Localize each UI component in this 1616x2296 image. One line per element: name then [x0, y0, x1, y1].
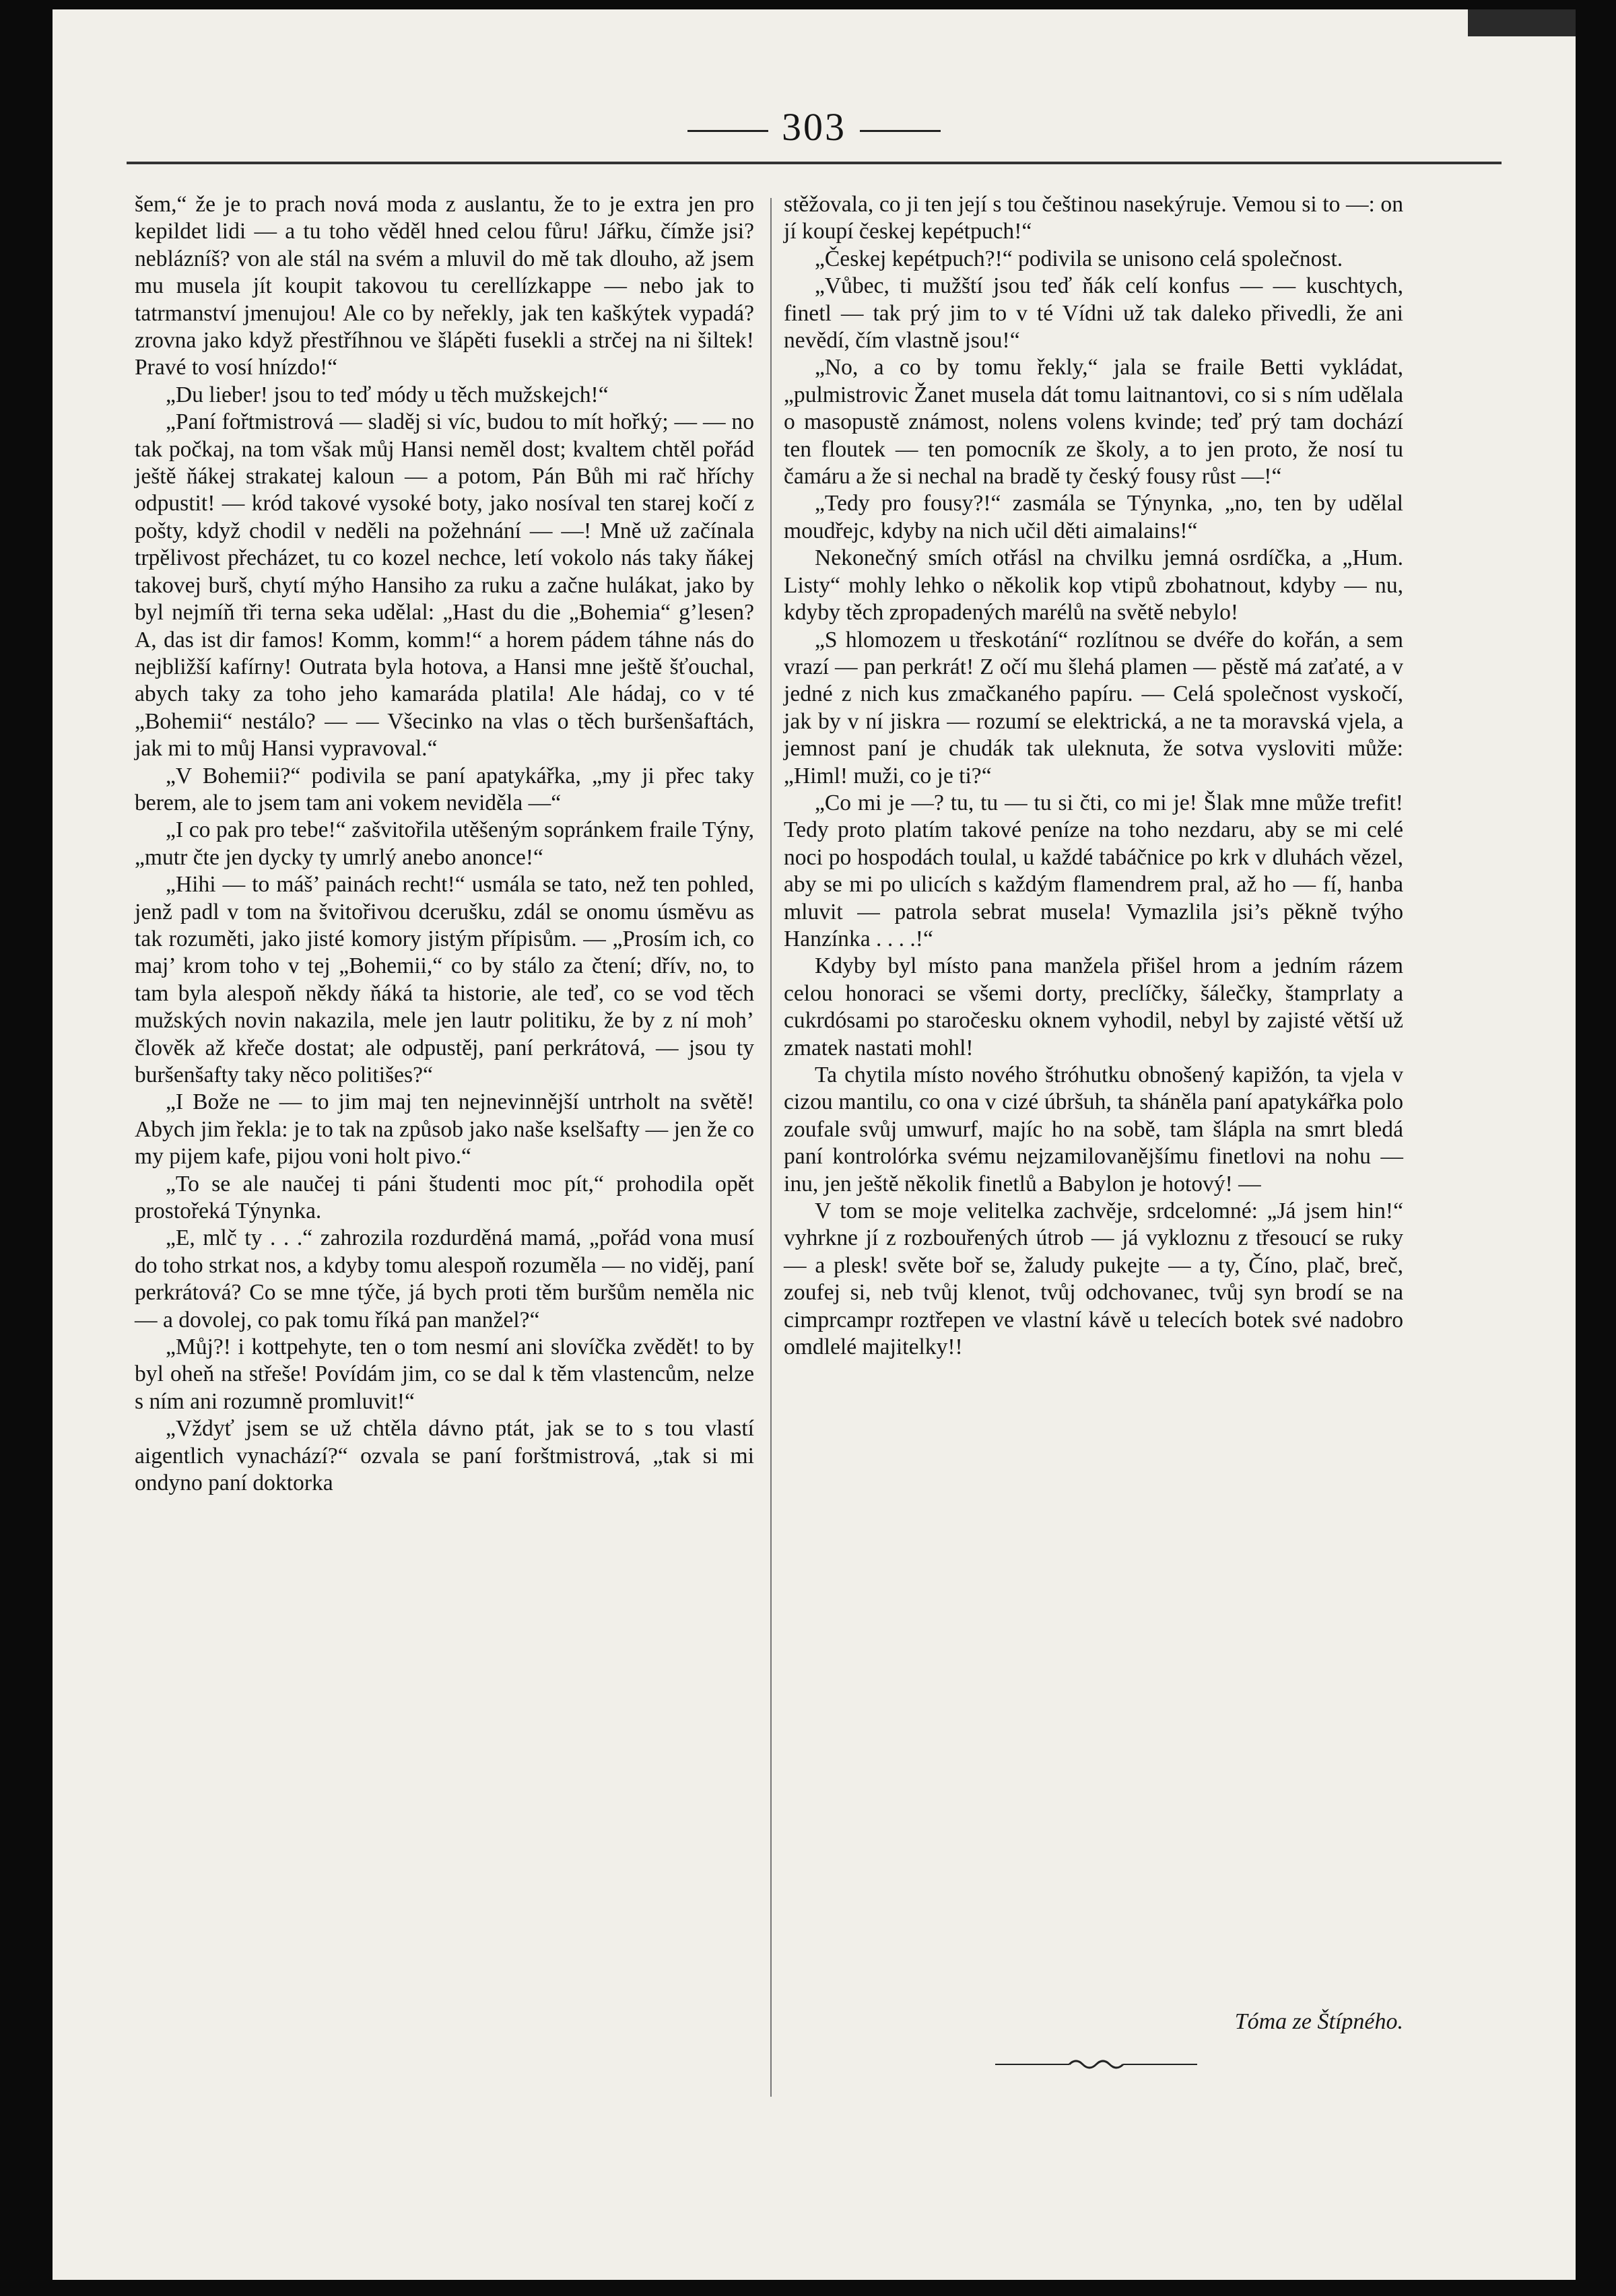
right-column	[784, 191, 1403, 1361]
closing-ornament	[995, 2056, 1197, 2072]
page-number-text: 303	[782, 105, 846, 149]
paragraph: Nekonečný smích otřásl na chvilku jemná osrdíčka, a „Hum. Listy“ mohly lehko o několik kop vtipů zbohatnout, kdyby — nu, kdyby těch zpropadených marélů na světě nebylo!	[784, 545, 1403, 626]
scan-corner-mark	[1468, 9, 1576, 36]
paragraph: „Českej kepétpuch?!“ podivila se unisono celá společnost.	[815, 246, 1343, 271]
paragraph: „Du lieber! jsou to teď módy u těch mužskejch!“	[166, 382, 609, 407]
author-signature: Tóma ze Štípného.	[1234, 2009, 1403, 2034]
paragraph: „To se ale naučej ti páni študenti moc pít,“ prohodila opět prostořeká Týnynka.	[135, 1171, 754, 1224]
page-number-dash-left	[687, 130, 768, 132]
paragraph: „Paní fořtmistrová — sladěj si víc, budou to mít hořký; — — no tak počkaj, na tom však můj Hansi neměl dost; kvaltem chtěl pořád ještě ňákej strakatej kaloun — a potom, Pán Bůh mi rač hříchy odpustit! — kród takové vysoké boty, jako nosíval ten starej kočí z pošty, když chodil v neděli na požehnání — —! Mně už začínala trpělivost přecházet, tu co kozel nechce, letí vokolo nás taky ňákej takovej burš, chytí mýho Hansiho za ruku a začne hulákat, jako by byl nejmíň tři terna seka udělal: „Hast du die „Bohemia“ g’lesen? A, das ist dir famos! Komm, komm!“ a horem pádem táhne nás do nejbližší kafírny! Outrata byla hotova, a Hansi mne ještě šťouchal, abych taky za toho jeho kamaráda platila! Ale hádaj, co v té „Bohemii“ nestálo? — — Všecinko na vlas o těch buršenšaftách, jak mi to můj Hansi vypravoval.“	[135, 409, 754, 762]
header-rule	[127, 162, 1502, 164]
paragraph: „V Bohemii?“ podivila se paní apatykářka, „my ji přec taky berem, ale to jsem tam ani vokem neviděla —“	[135, 763, 754, 815]
paragraph: „Co mi je —? tu, tu — tu si čti, co mi je! Šlak mne může trefit! Tedy proto platím takové peníze na toho nezdaru, aby se mi celé noci po hospodách toulal, u každé tabáčnice po krk v dluhách vězel, aby se mi po ulicích s každým flamendrem pral, až ho — fí, hanba mluvit — patrola sebrat musela! Vymazlila jsi’s pěkně tvýho Hanzínka . . . .!“	[784, 790, 1403, 951]
paragraph: Ta chytila místo nového štróhutku obnošený kapižón, ta vjela v cizou mantilu, co ona v cizé úbršuh, ta sháněla paní apatykářka polo zoufale svůj umwurf, majíc ho na sobě, tam šlápla na smrt bledá paní kontrolórka svému nejzamilovanějšímu finetlovi na nohu — inu, jen ještě několik finetlů a Babylon je hotový! —	[784, 1062, 1403, 1196]
paragraph: „No, a co by tomu řekly,“ jala se fraile Betti vykládat, „pulmistrovic Žanet musela dát tomu laitnantovi, co si s ním udělala o masopustě známost, nolens volens kvinde; teď prý tam dochází ten floutek — ten pomocník ze školy, a to jen proto, že nosí tu čamáru a že si nechal na bradě ty český fousy růst —!“	[784, 355, 1403, 489]
paragraph: „I co pak pro tebe!“ zašvitořila utěšeným sopránkem fraile Týny, „mutr čte jen dycky ty umrlý anebo anonce!“	[135, 817, 754, 870]
paragraph: „Hihi — to máš’ painách recht!“ usmála se tato, než ten pohled, jenž padl v tom na švitořivou dcerušku, zdál se onomu úsměvu as tak rozuměti, jako jisté komory jistým přípisům. — „Prosím ich, co maj’ krom toho v tej „Bohemii,“ co by stálo za čtení; dřív, no, to tam byla alespoň někdy ňáká ta historie, ale teď, co se vod těch mužských novin nakazila, mele jen lautr politiku, že by z ní moh’ člověk až křeče dostat; ale odpustěj, paní perkrátová, — jsou ty buršenšafty taky něco politišes?“	[135, 872, 754, 1087]
paragraph: šem,“ že je to prach nová moda z auslantu, že to je extra jen pro kepildet lidi — a tu toho věděl hned celou fůru! Jářku, čímže jsi? neblázníš? von ale stál na svém a mluvil do mě tak dlouho, až jsem mu musela jít koupit takovou tu cerellízkappe — nebo jak to tatrmanství jmenujou! Ale co by neřekly, jak ten kaškýtek vypadá? zrovna jako když přestříhnou ve šlápěti fusekli a strčej na ni šiltek! Pravé to vosí hnízdo!“	[135, 192, 754, 380]
paragraph: Kdyby byl místo pana manžela přišel hrom a jedním rázem celou honoraci se všemi dorty, preclíčky, šálečky, štamprlaty a cukrdósami po staročesku oknem vyhodil, nebyl by zajisté větší už zmatek nastati mohl!	[784, 953, 1403, 1060]
column-divider	[770, 198, 772, 2097]
paragraph: „Tedy pro fousy?!“ zasmála se Týnynka, „no, ten by udělal moudřejc, kdyby na nich učil děti aimalains!“	[784, 491, 1403, 543]
paragraph: stěžovala, co ji ten její s tou češtinou nasekýruje. Vemou si to —: on jí koupí českej kepétpuch!“	[784, 192, 1403, 244]
paragraph: V tom se moje velitelka zachvěje, srdcelomné: „Já jsem hin!“ vyhrkne jí z rozbouřených útrob — já vykloznu z třesoucí se ruky — a plesk! světe boř se, žaludy pukejte — a ty, Číno, plač, breč, zoufej si, neb tvůj klenot, tvůj odchovanec, tvůj syn brodí se na cimprcampr roztřepen ve vlastní kávě u telecích botek své nadobro omdlelé majitelky!!	[784, 1198, 1403, 1360]
page-number-dash-right	[860, 130, 941, 132]
page-sheet	[53, 9, 1576, 2280]
paragraph: „I Bože ne — to jim maj ten nejnevinnější untrholt na světě! Abych jim řekla: je to tak na způsob jako naše kselšafty — jen že co my pijem kafe, pijou voni holt pivo.“	[135, 1089, 754, 1170]
paragraph: „Můj?! i kottpehyte, ten o tom nesmí ani slovíčka zvědět! to by byl oheň na střeše! Povídám jim, co se dal k těm vlastencům, nelze s ním ani rozumně promluvit!“	[135, 1335, 754, 1414]
page-number	[53, 104, 1576, 151]
paragraph: „Vůbec, ti mužští jsou teď ňák celí konfus — — kuschtych, finetl — tak prý jim to v té Vídni už tak daleko přivedli, že ani nevědí, čím vlastně jsou!“	[784, 273, 1403, 353]
paragraph: „E, mlč ty . . .“ zahrozila rozdurděná mamá, „pořád vona musí do toho strkat nos, a kdyby tomu alespoň rozuměla — no viděj, paní perkrátová? Co se mne týče, já bych proti těm buršům neměla nic — a dovolej, co pak tomu říká pan manžel?“	[135, 1225, 754, 1332]
paragraph: „Vždyť jsem se už chtěla dávno ptát, jak se to s tou vlastí aigentlich vynachází?“ ozvala se paní forštmistrová, „tak si mi ondyno paní doktorka	[135, 1416, 754, 1496]
paragraph: „S hlomozem u třeskotání“ rozlítnou se dvéře do kořán, a sem vrazí — pan perkrát! Z očí mu šlehá plamen — pěstě má zaťaté, a v jedné z nich kus zmačkaného papíru. — Celá společnost vyskočí, jak by v ní jiskra — rozumí se elektrická, a ne ta moravská vjela, a jemnost paní je chudák tak uleknuta, že sotva vysloviti může: „Himl! muži, co je ti?“	[784, 627, 1403, 788]
left-column	[135, 191, 754, 1497]
